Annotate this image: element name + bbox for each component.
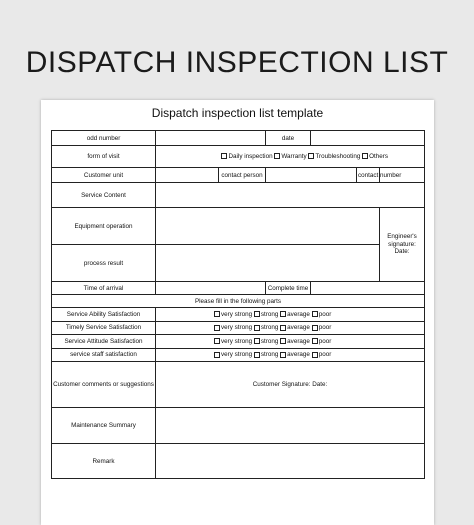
checkbox-icon[interactable]	[308, 153, 314, 159]
process-result-label: process result	[52, 245, 156, 282]
row-form-of-visit	[52, 146, 425, 168]
visit-option-others[interactable]: Others	[362, 153, 388, 160]
complete-time-label: Complete time	[266, 282, 311, 295]
option-average[interactable]: average	[280, 351, 310, 358]
satisfaction-label: service staff satisfaction	[52, 348, 156, 362]
satisfaction-options	[156, 321, 425, 335]
visit-option-daily[interactable]: Daily inspection	[221, 153, 272, 160]
checkbox-icon[interactable]	[274, 153, 280, 159]
form-title: Dispatch inspection list template	[151, 106, 324, 120]
odd-number-label: odd number	[52, 131, 156, 146]
checkbox-icon[interactable]	[312, 338, 318, 344]
remark-label: Remark	[52, 444, 156, 479]
contact-person-field[interactable]	[266, 168, 357, 183]
customer-unit-label: Customer unit	[52, 168, 156, 183]
checkbox-icon[interactable]	[280, 338, 286, 344]
row-fill-in-header	[52, 295, 425, 308]
checkbox-icon[interactable]	[312, 311, 318, 317]
option-very-strong[interactable]: very strong	[214, 338, 252, 345]
option-average[interactable]: average	[280, 338, 310, 345]
checkbox-icon[interactable]	[280, 352, 286, 358]
satisfaction-label: Service Ability Satisfaction	[52, 308, 156, 322]
row-customer-comments	[52, 362, 425, 408]
row-process-result	[52, 245, 425, 282]
process-result-field[interactable]	[156, 245, 380, 282]
option-poor[interactable]: poor	[312, 338, 332, 345]
option-strong[interactable]: strong	[254, 338, 279, 345]
row-service-content	[52, 183, 425, 208]
row-remark	[52, 444, 425, 479]
checkbox-icon[interactable]	[214, 311, 220, 317]
form-sheet	[41, 100, 434, 525]
option-poor[interactable]: poor	[312, 311, 332, 318]
checkbox-icon[interactable]	[214, 338, 220, 344]
checkbox-icon[interactable]	[254, 311, 260, 317]
checkbox-icon[interactable]	[214, 352, 220, 358]
option-average[interactable]: average	[280, 324, 310, 331]
satisfaction-row	[52, 335, 425, 349]
date-field[interactable]	[311, 131, 425, 146]
fill-in-parts-heading: Please fill in the following parts	[52, 295, 425, 308]
checkbox-icon[interactable]	[312, 352, 318, 358]
date-label: date	[266, 131, 311, 146]
checkbox-icon[interactable]	[280, 311, 286, 317]
complete-time-field[interactable]	[311, 282, 425, 295]
inspection-form-table	[51, 130, 425, 479]
row-maintenance-summary	[52, 408, 425, 444]
contact-person-label: contact person	[219, 168, 266, 183]
satisfaction-options	[156, 348, 425, 362]
satisfaction-row	[52, 321, 425, 335]
option-very-strong[interactable]: very strong	[214, 311, 252, 318]
checkbox-icon[interactable]	[254, 338, 260, 344]
form-of-visit-label: form of visit	[52, 146, 156, 168]
row-equipment-operation	[52, 208, 425, 245]
customer-unit-field[interactable]	[156, 168, 219, 183]
option-strong[interactable]: strong	[254, 311, 279, 318]
service-content-label: Service Content	[52, 183, 156, 208]
service-content-field[interactable]	[156, 183, 425, 208]
equipment-operation-field[interactable]	[156, 208, 380, 245]
row-time-of-arrival	[52, 282, 425, 295]
visit-options	[156, 146, 425, 168]
equipment-operation-label: Equipment operation	[52, 208, 156, 245]
maintenance-summary-label: Maintenance Summary	[52, 408, 156, 444]
checkbox-icon[interactable]	[280, 325, 286, 331]
checkbox-icon[interactable]	[221, 153, 227, 159]
checkbox-icon[interactable]	[254, 325, 260, 331]
checkbox-icon[interactable]	[254, 352, 260, 358]
customer-signature-label[interactable]: Customer Signature: Date:	[156, 362, 425, 408]
option-strong[interactable]: strong	[254, 351, 279, 358]
satisfaction-row	[52, 348, 425, 362]
visit-option-troubleshooting[interactable]: Troubleshooting	[308, 153, 360, 160]
customer-comments-label: Customer comments or suggestions	[52, 362, 156, 408]
time-of-arrival-field[interactable]	[156, 282, 266, 295]
satisfaction-options	[156, 335, 425, 349]
option-average[interactable]: average	[280, 311, 310, 318]
checkbox-icon[interactable]	[312, 325, 318, 331]
contact-number-label: contact number	[357, 168, 380, 183]
option-strong[interactable]: strong	[254, 324, 279, 331]
option-very-strong[interactable]: very strong	[214, 324, 252, 331]
visit-option-warranty[interactable]: Warranty	[274, 153, 306, 160]
row-odd-number	[52, 131, 425, 146]
satisfaction-options	[156, 308, 425, 322]
checkbox-icon[interactable]	[362, 153, 368, 159]
option-very-strong[interactable]: very strong	[214, 351, 252, 358]
maintenance-summary-field[interactable]	[156, 408, 425, 444]
option-poor[interactable]: poor	[312, 324, 332, 331]
satisfaction-row	[52, 308, 425, 322]
satisfaction-label: Timely Service Satisfaction	[52, 321, 156, 335]
checkbox-icon[interactable]	[214, 325, 220, 331]
row-customer-unit	[52, 168, 425, 183]
satisfaction-label: Service Attitude Satisfaction	[52, 335, 156, 349]
time-of-arrival-label: Time of arrival	[52, 282, 156, 295]
page-title: DISPATCH INSPECTION LIST	[25, 46, 449, 79]
odd-number-field[interactable]	[156, 131, 266, 146]
remark-field[interactable]	[156, 444, 425, 479]
option-poor[interactable]: poor	[312, 351, 332, 358]
engineer-signature-label: Engineer's signature: Date:	[380, 208, 425, 282]
